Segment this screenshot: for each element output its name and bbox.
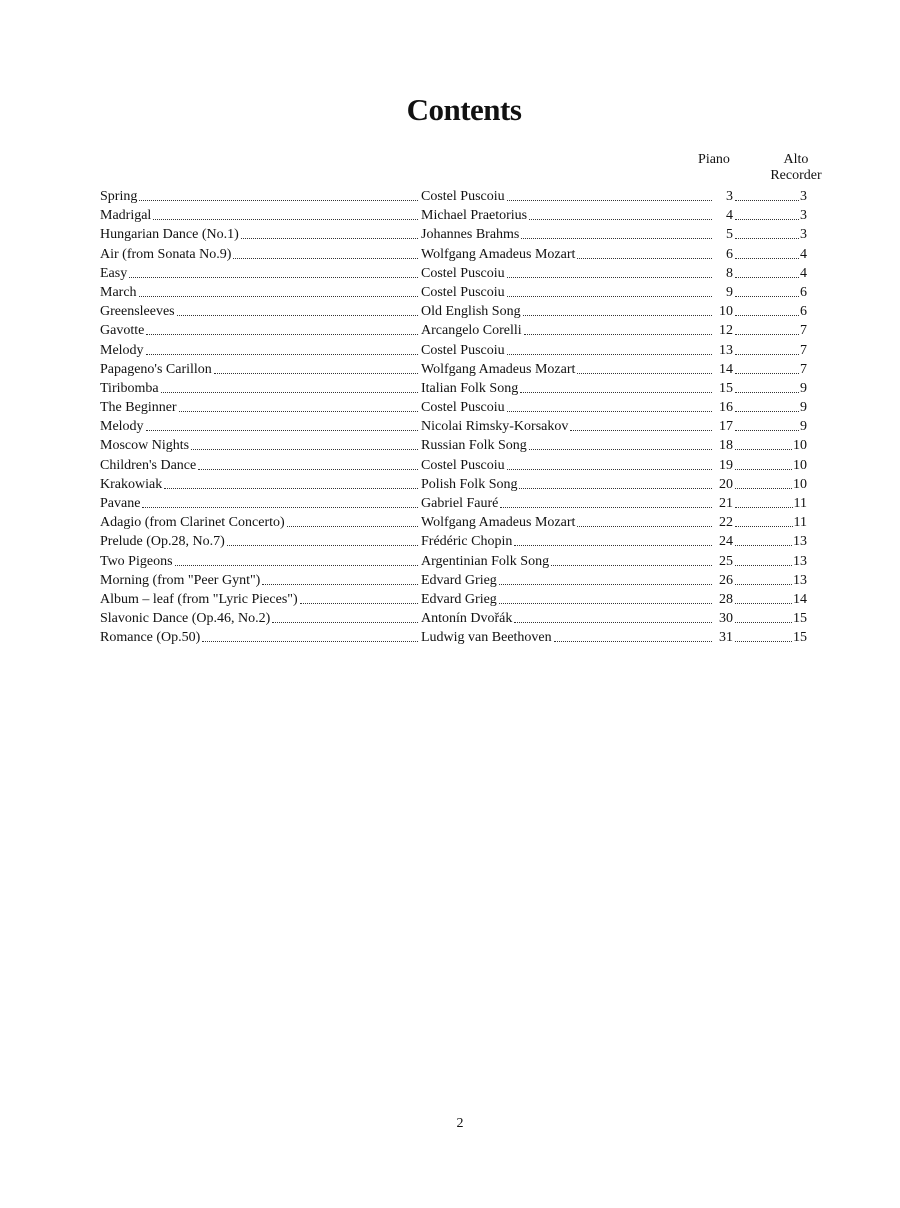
entry-composer: Wolfgang Amadeus Mozart — [421, 361, 576, 377]
leader-dots — [129, 275, 418, 278]
leader-dots — [214, 371, 418, 374]
leader-dots — [735, 486, 792, 489]
leader-dots — [735, 620, 792, 623]
entry-composer: Old English Song — [421, 304, 521, 320]
entry-composer-cell — [421, 475, 713, 494]
entry-piano-page-cell — [713, 475, 733, 494]
entry-piano-page: 31 — [719, 630, 733, 646]
leader-dots — [272, 620, 418, 623]
leader-dots — [524, 332, 712, 335]
leader-dots — [262, 582, 418, 585]
contents-entry — [100, 264, 820, 283]
contents-list — [100, 187, 820, 648]
entry-composer-cell — [421, 513, 713, 532]
entry-alto-page-cell — [733, 552, 807, 571]
leader-dots — [241, 236, 418, 239]
leader-dots — [735, 447, 792, 450]
entry-title: Easy — [100, 265, 128, 281]
entry-title: Morning (from "Peer Gynt") — [100, 572, 261, 588]
entry-piano-page: 3 — [726, 189, 733, 204]
entry-title: Melody — [100, 342, 144, 358]
entry-piano-page-cell — [713, 321, 733, 340]
leader-dots — [146, 352, 418, 355]
entry-alto-page: 7 — [800, 361, 807, 377]
entry-piano-page: 30 — [719, 611, 733, 627]
entry-piano-page: 12 — [719, 323, 733, 339]
leader-dots — [499, 601, 712, 604]
entry-title: Prelude (Op.28, No.7) — [100, 534, 225, 550]
entry-composer: Antonín Dvořák — [421, 611, 513, 627]
entry-alto-page: 3 — [800, 208, 807, 224]
entry-composer: Costel Puscoiu — [421, 265, 505, 281]
entry-alto-page: 13 — [793, 534, 807, 550]
entry-piano-page-cell — [713, 245, 733, 264]
entry-title-cell — [100, 245, 419, 264]
leader-dots — [161, 390, 418, 393]
column-header-alto-line1: Alto — [783, 152, 809, 167]
entry-title: Two Pigeons — [100, 553, 173, 569]
entry-title-cell — [100, 475, 419, 494]
entry-alto-page-cell — [733, 225, 807, 244]
entry-title-cell — [100, 436, 419, 455]
entry-title: Hungarian Dance (No.1) — [100, 227, 239, 243]
entry-composer-cell — [421, 321, 713, 340]
entry-title-cell — [100, 456, 419, 475]
entry-title-cell — [100, 494, 419, 513]
entry-composer: Ludwig van Beethoven — [421, 630, 552, 646]
entry-title-cell — [100, 206, 419, 225]
entry-composer: Edvard Grieg — [421, 591, 497, 607]
leader-dots — [735, 428, 799, 431]
entry-alto-page: 10 — [793, 438, 807, 454]
entry-piano-page: 8 — [726, 265, 733, 281]
contents-entry — [100, 494, 820, 513]
entry-piano-page: 13 — [719, 342, 733, 358]
entry-composer-cell — [421, 417, 713, 436]
entry-title: Greensleeves — [100, 304, 175, 320]
entry-composer-cell — [421, 552, 713, 571]
entry-piano-page-cell — [713, 206, 733, 225]
entry-title-cell — [100, 513, 419, 532]
leader-dots — [735, 543, 792, 546]
leader-dots — [507, 352, 712, 355]
leader-dots — [735, 256, 799, 259]
entry-composer: Argentinian Folk Song — [421, 553, 550, 569]
entry-title-cell — [100, 341, 419, 360]
leader-dots — [735, 390, 799, 393]
entry-piano-page-cell — [713, 187, 733, 206]
entry-alto-page: 6 — [800, 304, 807, 320]
entry-title: Moscow Nights — [100, 438, 190, 454]
contents-entry — [100, 552, 820, 571]
entry-alto-page-cell — [733, 456, 807, 475]
entry-alto-page-cell — [733, 475, 807, 494]
entry-piano-page-cell — [713, 379, 733, 398]
entry-title-cell — [100, 628, 419, 647]
entry-title: Madrigal — [100, 208, 152, 224]
entry-piano-page-cell — [713, 341, 733, 360]
leader-dots — [735, 236, 799, 239]
entry-title: Melody — [100, 419, 144, 435]
entry-composer-cell — [421, 494, 713, 513]
entry-piano-page-cell — [713, 225, 733, 244]
entry-composer: Wolfgang Amadeus Mozart — [421, 515, 576, 531]
entry-alto-page: 14 — [793, 591, 807, 607]
contents-entry — [100, 321, 820, 340]
contents-entry — [100, 628, 820, 647]
contents-entry — [100, 590, 820, 609]
entry-alto-page-cell — [733, 264, 807, 283]
entry-alto-page: 10 — [793, 457, 807, 473]
leader-dots — [521, 236, 712, 239]
entry-alto-page-cell — [733, 187, 807, 206]
entry-alto-page: 11 — [793, 515, 807, 531]
entry-composer: Arcangelo Corelli — [421, 323, 522, 339]
entry-composer-cell — [421, 379, 713, 398]
leader-dots — [519, 486, 712, 489]
entry-composer: Johannes Brahms — [421, 227, 520, 243]
entry-composer: Gabriel Fauré — [421, 496, 499, 511]
entry-composer-cell — [421, 187, 713, 206]
entry-alto-page: 9 — [800, 380, 807, 396]
entry-composer-cell — [421, 609, 713, 628]
entry-composer: Nicolai Rimsky-Korsakov — [421, 419, 569, 435]
entry-piano-page: 18 — [719, 438, 733, 454]
entry-alto-page-cell — [733, 398, 807, 417]
column-header-alto-recorder — [760, 152, 832, 184]
leader-dots — [507, 275, 712, 278]
page-number: 2 — [456, 1116, 464, 1131]
entry-composer-cell — [421, 590, 713, 609]
leader-dots — [499, 582, 712, 585]
entry-piano-page: 17 — [719, 419, 733, 435]
entry-title: March — [100, 284, 137, 300]
entry-title: The Beginner — [100, 400, 177, 416]
entry-piano-page: 19 — [719, 457, 733, 473]
leader-dots — [735, 409, 799, 412]
entry-piano-page: 16 — [719, 400, 733, 416]
entry-alto-page-cell — [733, 609, 807, 628]
leader-dots — [735, 505, 793, 508]
entry-title: Romance (Op.50) — [100, 630, 201, 646]
leader-dots — [570, 428, 712, 431]
contents-entry — [100, 417, 820, 436]
entry-composer-cell — [421, 302, 713, 321]
leader-dots — [507, 409, 712, 412]
entry-title-cell — [100, 532, 419, 551]
entry-composer-cell — [421, 436, 713, 455]
entry-alto-page: 15 — [793, 630, 807, 646]
entry-alto-page: 4 — [800, 265, 807, 281]
leader-dots — [735, 294, 799, 297]
entry-composer: Polish Folk Song — [421, 476, 518, 492]
entry-composer: Michael Praetorius — [421, 208, 528, 224]
entry-alto-page-cell — [733, 283, 807, 302]
entry-piano-page-cell — [713, 532, 733, 551]
entry-composer: Costel Puscoiu — [421, 342, 505, 358]
leader-dots — [735, 601, 792, 604]
entry-title: Gavotte — [100, 323, 145, 339]
entry-alto-page-cell — [733, 245, 807, 264]
entry-title-cell — [100, 360, 419, 379]
leader-dots — [735, 524, 793, 527]
entry-alto-page-cell — [733, 206, 807, 225]
entry-piano-page-cell — [713, 283, 733, 302]
leader-dots — [735, 198, 799, 201]
entry-title: Papageno's Carillon — [100, 361, 212, 377]
leader-dots — [735, 582, 792, 585]
leader-dots — [735, 275, 799, 278]
contents-entry — [100, 341, 820, 360]
contents-entry — [100, 225, 820, 244]
leader-dots — [735, 563, 792, 566]
entry-piano-page: 5 — [726, 227, 733, 243]
entry-piano-page: 21 — [719, 496, 733, 511]
leader-dots — [507, 198, 712, 201]
leader-dots — [153, 217, 418, 220]
entry-piano-page-cell — [713, 552, 733, 571]
entry-piano-page: 9 — [726, 284, 733, 300]
entry-title: Air (from Sonata No.9) — [100, 246, 232, 262]
entry-piano-page-cell — [713, 494, 733, 513]
contents-entry — [100, 609, 820, 628]
leader-dots — [179, 409, 418, 412]
column-header-piano: Piano — [698, 152, 730, 167]
leader-dots — [551, 563, 712, 566]
entry-title: Children's Dance — [100, 457, 197, 473]
entry-alto-page-cell — [733, 436, 807, 455]
entry-alto-page: 13 — [793, 553, 807, 569]
leader-dots — [577, 256, 712, 259]
leader-dots — [146, 332, 418, 335]
contents-entry — [100, 379, 820, 398]
entry-title: Krakowiak — [100, 476, 163, 492]
entry-alto-page-cell — [733, 494, 807, 513]
entry-alto-page: 6 — [800, 284, 807, 300]
entry-alto-page-cell — [733, 360, 807, 379]
leader-dots — [529, 217, 712, 220]
entry-title-cell — [100, 379, 419, 398]
entry-title-cell — [100, 264, 419, 283]
entry-title: Spring — [100, 189, 138, 204]
entry-alto-page-cell — [733, 590, 807, 609]
contents-entry — [100, 456, 820, 475]
entry-piano-page-cell — [713, 417, 733, 436]
entry-alto-page-cell — [733, 532, 807, 551]
entry-alto-page-cell — [733, 513, 807, 532]
entry-composer: Costel Puscoiu — [421, 400, 505, 416]
contents-entry — [100, 475, 820, 494]
entry-alto-page-cell — [733, 417, 807, 436]
entry-piano-page-cell — [713, 628, 733, 647]
column-header-alto-line2: Recorder — [770, 168, 822, 183]
entry-alto-page-cell — [733, 302, 807, 321]
entry-title: Slavonic Dance (Op.46, No.2) — [100, 611, 271, 627]
entry-piano-page: 28 — [719, 591, 733, 607]
entry-title-cell — [100, 321, 419, 340]
entry-composer: Edvard Grieg — [421, 572, 497, 588]
entry-alto-page: 10 — [793, 476, 807, 492]
leader-dots — [139, 198, 418, 201]
entry-piano-page: 10 — [719, 304, 733, 320]
entry-alto-page: 7 — [800, 342, 807, 358]
entry-title-cell — [100, 225, 419, 244]
entry-composer-cell — [421, 206, 713, 225]
leader-dots — [164, 486, 418, 489]
entry-composer: Russian Folk Song — [421, 438, 527, 454]
leader-dots — [577, 371, 712, 374]
entry-title: Album – leaf (from "Lyric Pieces") — [100, 591, 298, 607]
contents-entry — [100, 187, 820, 206]
entry-piano-page-cell — [713, 264, 733, 283]
leader-dots — [735, 313, 799, 316]
entry-piano-page-cell — [713, 302, 733, 321]
entry-composer-cell — [421, 225, 713, 244]
entry-piano-page-cell — [713, 609, 733, 628]
leader-dots — [198, 467, 418, 470]
entry-piano-page: 26 — [719, 572, 733, 588]
entry-alto-page: 3 — [800, 227, 807, 243]
entry-composer-cell — [421, 628, 713, 647]
entry-title-cell — [100, 283, 419, 302]
leader-dots — [507, 467, 712, 470]
entry-composer-cell — [421, 532, 713, 551]
leader-dots — [523, 313, 712, 316]
entry-alto-page-cell — [733, 571, 807, 590]
leader-dots — [146, 428, 418, 431]
entry-piano-page-cell — [713, 513, 733, 532]
entry-title: Adagio (from Clarinet Concerto) — [100, 515, 285, 531]
contents-entry — [100, 571, 820, 590]
leader-dots — [233, 256, 418, 259]
leader-dots — [520, 390, 712, 393]
leader-dots — [735, 352, 799, 355]
contents-entry — [100, 513, 820, 532]
leader-dots — [142, 505, 418, 508]
leader-dots — [300, 601, 418, 604]
entry-alto-page: 13 — [793, 572, 807, 588]
entry-title: Pavane — [100, 496, 141, 511]
entry-piano-page-cell — [713, 360, 733, 379]
entry-piano-page: 4 — [726, 208, 733, 224]
entry-composer-cell — [421, 398, 713, 417]
entry-composer-cell — [421, 360, 713, 379]
contents-entry — [100, 283, 820, 302]
leader-dots — [202, 639, 418, 642]
contents-entry — [100, 302, 820, 321]
entry-composer: Italian Folk Song — [421, 380, 519, 396]
entry-alto-page-cell — [733, 341, 807, 360]
leader-dots — [177, 313, 418, 316]
entry-piano-page: 20 — [719, 476, 733, 492]
entry-alto-page: 15 — [793, 611, 807, 627]
leader-dots — [735, 639, 792, 642]
leader-dots — [175, 563, 418, 566]
entry-title-cell — [100, 609, 419, 628]
entry-piano-page-cell — [713, 456, 733, 475]
leader-dots — [735, 371, 799, 374]
leader-dots — [577, 524, 712, 527]
leader-dots — [735, 467, 792, 470]
entry-title-cell — [100, 571, 419, 590]
leader-dots — [287, 524, 418, 527]
entry-title-cell — [100, 417, 419, 436]
leader-dots — [191, 447, 418, 450]
leader-dots — [554, 639, 712, 642]
entry-alto-page: 4 — [800, 246, 807, 262]
entry-title-cell — [100, 302, 419, 321]
entry-composer-cell — [421, 264, 713, 283]
entry-piano-page: 15 — [719, 380, 733, 396]
entry-alto-page-cell — [733, 379, 807, 398]
entry-alto-page: 9 — [800, 419, 807, 435]
entry-piano-page-cell — [713, 590, 733, 609]
entry-piano-page: 14 — [719, 361, 733, 377]
entry-composer: Wolfgang Amadeus Mozart — [421, 246, 576, 262]
entry-alto-page-cell — [733, 628, 807, 647]
leader-dots — [514, 543, 712, 546]
leader-dots — [735, 217, 799, 220]
entry-title-cell — [100, 552, 419, 571]
entry-title-cell — [100, 398, 419, 417]
entry-composer: Costel Puscoiu — [421, 457, 505, 473]
contents-entry — [100, 436, 820, 455]
entry-composer-cell — [421, 245, 713, 264]
entry-piano-page-cell — [713, 436, 733, 455]
leader-dots — [227, 543, 418, 546]
contents-entry — [100, 360, 820, 379]
entry-title: Tiribomba — [100, 380, 159, 396]
entry-alto-page-cell — [733, 321, 807, 340]
entry-title-cell — [100, 590, 419, 609]
entry-composer: Costel Puscoiu — [421, 189, 505, 204]
entry-piano-page-cell — [713, 571, 733, 590]
entry-alto-page: 3 — [800, 189, 807, 204]
page-title: Contents — [406, 92, 522, 127]
entry-alto-page: 9 — [800, 400, 807, 416]
entry-composer-cell — [421, 456, 713, 475]
contents-entry — [100, 245, 820, 264]
entry-piano-page: 22 — [719, 515, 733, 531]
entry-piano-page: 6 — [726, 246, 733, 262]
entry-composer: Frédéric Chopin — [421, 534, 513, 550]
leader-dots — [139, 294, 418, 297]
entry-composer-cell — [421, 571, 713, 590]
entry-piano-page: 25 — [719, 553, 733, 569]
contents-entry — [100, 206, 820, 225]
leader-dots — [735, 332, 799, 335]
entry-piano-page: 24 — [719, 534, 733, 550]
leader-dots — [529, 447, 712, 450]
contents-entry — [100, 398, 820, 417]
entry-composer: Costel Puscoiu — [421, 284, 505, 300]
leader-dots — [507, 294, 712, 297]
entry-title-cell — [100, 187, 419, 206]
contents-entry — [100, 532, 820, 551]
entry-alto-page: 7 — [800, 323, 807, 339]
entry-piano-page-cell — [713, 398, 733, 417]
entry-alto-page: 11 — [793, 496, 807, 511]
leader-dots — [514, 620, 712, 623]
entry-composer-cell — [421, 283, 713, 302]
leader-dots — [500, 505, 712, 508]
entry-composer-cell — [421, 341, 713, 360]
